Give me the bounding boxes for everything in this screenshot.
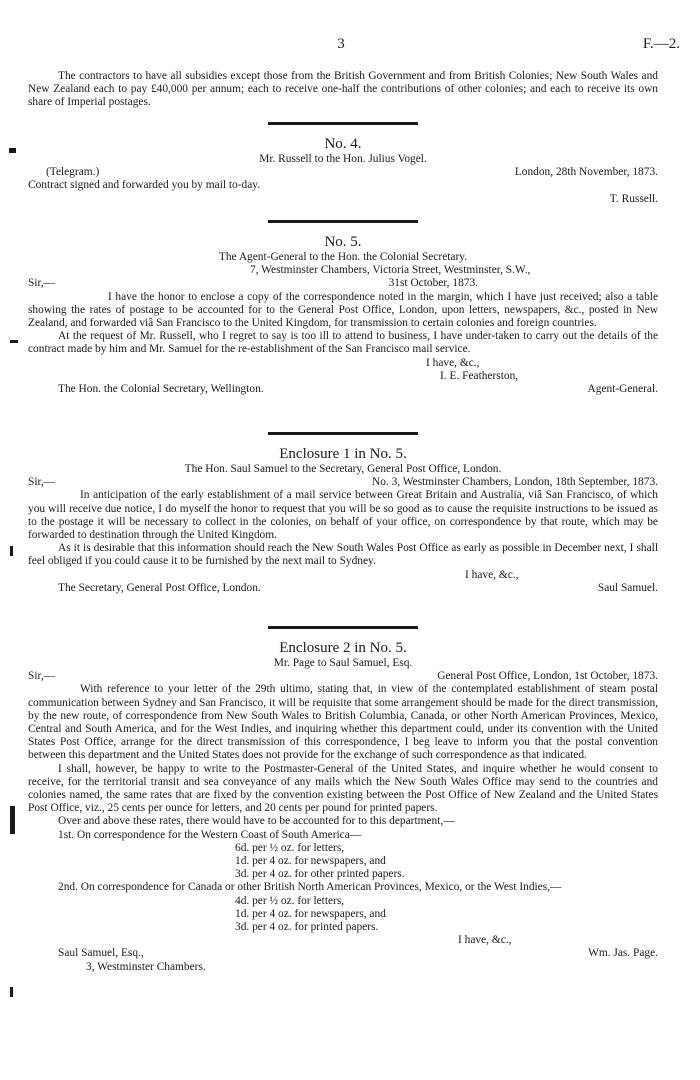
- enc1-heading: Enclosure 1 in No. 5.: [279, 446, 407, 462]
- intro-paragraph: The contractors to have all subsidies except those from the British Government and from British Colonies; New South Wales and New Zealand each to pay £40,000 per annum; each to receive one-half the contributions of other colonies; and each to receive its own share of Imperial postages.: [28, 70, 658, 109]
- rate-line: 4d. per ½ oz. for letters,: [235, 894, 345, 907]
- rate-line: 3d. per 4 oz. for printed papers.: [235, 921, 379, 934]
- rate-line: 1d. per 4 oz. for newspapers, and: [235, 855, 386, 868]
- no5-para1: I have the honor to enclose a copy of the correspondence noted in the margin, which I have just received; also a table showing the rates of postage to be accounted for to the General Post Office, London, upon letters, newspapers, &c., posted in New Zealand, and forwarded viâ San Francisco to the United Kingdom, for transmission to certain colonies and foreign countries.: [28, 290, 658, 330]
- no5-salutation: Sir,—: [28, 277, 56, 290]
- enc2-heading: Enclosure 2 in No. 5.: [279, 640, 407, 656]
- no5-date: 31st October, 1873.: [388, 277, 478, 290]
- enc2-para3: Over and above these rates, there would have to be accounted for to this department,—: [58, 815, 455, 828]
- enclosure-2: [28, 626, 658, 974]
- enc1-subheading: The Hon. Saul Samuel to the Secretary, General Post Office, London.: [184, 463, 502, 475]
- enc1-para1: In anticipation of the early establishment of a mail service between Great Britain and Australia, viâ San Francisco, of which you will receive due notice, I do myself the honor to request that you will be so good as to cause the requisite instructions to be issued as to the postage it will be necessary to collect in the colonies, on behalf of your office, on correspondence by that route, which may be forwarded to destination through the United Kingdom.: [28, 489, 658, 542]
- rate-line: 1d. per 4 oz. for newspapers, and: [235, 907, 386, 920]
- rate-line: 6d. per ½ oz. for letters,: [235, 841, 345, 854]
- enclosure-1: [28, 432, 658, 595]
- margin-mark: [9, 148, 16, 153]
- enc1-signature: Saul Samuel.: [597, 581, 658, 594]
- enc2-para2: I shall, however, be happy to write to the Postmaster-General of the United States, and inquire whether he would consent to receive, for the territorial transit and sea conveyance of any mails which the New South Wales Office may send to the countries and colonies named, the same rates that are fixed by the convention existing between the Post Office of New Zealand and the United States Post Office, viz., 25 cents per ounce for letters, and 20 cents per pound for printed papers.: [28, 762, 658, 815]
- no5-footer-line: [28, 383, 658, 396]
- no5-closing: I have, &c.,: [426, 356, 480, 369]
- no4-heading: No. 4.: [324, 136, 362, 152]
- no5-signature: I. E. Featherston,: [440, 369, 519, 382]
- no4-subheading: Mr. Russell to the Hon. Julius Vogel.: [259, 153, 427, 165]
- intro-section: [28, 70, 658, 110]
- margin-mark: [10, 546, 13, 556]
- enc2-signature: Wm. Jas. Page.: [588, 947, 658, 960]
- margin-mark: [10, 806, 15, 834]
- no5-address: 7, Westminster Chambers, Victoria Street, Westminster, S.W.,: [250, 264, 531, 277]
- no4-place-date: London, 28th November, 1873.: [514, 166, 658, 179]
- no5-salutation-line: [28, 277, 658, 290]
- enc2-salutation: Sir,—: [28, 670, 56, 683]
- enc2-addressee: Saul Samuel, Esq.,: [58, 947, 144, 960]
- enc2-item2-rates: [28, 895, 658, 935]
- enc2-place-date: General Post Office, London, 1st October, 1873.: [437, 670, 658, 683]
- enc2-closing: I have, &c.,: [458, 934, 512, 947]
- enc2-subheading: Mr. Page to Saul Samuel, Esq.: [273, 657, 413, 669]
- enc2-addressee-line2: 3, Westminster Chambers.: [86, 960, 206, 973]
- enc2-footer-line: [28, 947, 658, 960]
- enc2-item1-rates: [28, 842, 658, 882]
- no4-signature: T. Russell.: [609, 192, 658, 205]
- page-number: 3: [337, 36, 345, 52]
- enc2-salutation-line: [28, 670, 658, 683]
- no5-title: Agent-General.: [587, 383, 658, 396]
- no5-heading: No. 5.: [324, 234, 362, 250]
- margin-mark: [10, 987, 13, 997]
- enc2-item1: 1st. On correspondence for the Western Coast of South America—: [58, 828, 362, 841]
- enc2-para1: With reference to your letter of the 29th ultimo, stating that, in view of the contemplated establishment of steam postal communication between Sydney and San Francisco, it will be requisite that some arrangement should be made for the direct transmission, by the new route, of correspondence from New South Wales to British Columbia, Canada, or other North American Provinces, Mexico, Central and South America, and for the West Indies, and inquiring whether this department could, under its convention with the United States Post Office, arrange for the direct transmission of this correspondence, I beg leave to inform you that the postal convention between this department and the United States does not provide for the exchange of such correspondence as that indicated.: [28, 683, 658, 762]
- enc1-salutation: Sir,—: [28, 476, 56, 489]
- enc1-para2: As it is desirable that this information should reach the New South Wales Post Office as early as possible in December next, I shall feel obliged if you could cause it to be furnished by the next mail to Sydney.: [28, 542, 658, 568]
- rate-line: 3d. per 4 oz. for other printed papers.: [235, 868, 405, 881]
- enc1-footer-line: [28, 582, 658, 595]
- enc2-item2: 2nd. On correspondence for Canada or other British North American Provinces, Mexico, or the West Indies,—: [58, 881, 562, 894]
- document-reference: F.—2.: [642, 36, 680, 52]
- letter-no4: [28, 122, 658, 206]
- enc1-salutation-line: [28, 476, 658, 489]
- no5-addressee: The Hon. the Colonial Secretary, Wellington.: [58, 383, 264, 396]
- no5-para2: At the request of Mr. Russell, who I regret to say is too ill to attend to business, I have under-taken to carry out the details of the contract made by him and Mr. Samuel for the re-establishment of the San Francisco mail service.: [28, 330, 658, 356]
- enc1-closing: I have, &c.,: [465, 568, 519, 581]
- letter-no5: [28, 220, 658, 396]
- no4-body: Contract signed and forwarded you by mail to-day.: [28, 179, 261, 192]
- no4-telegram-line: [28, 166, 658, 179]
- no4-telegram-label: (Telegram.): [46, 166, 100, 179]
- margin-mark: [10, 340, 18, 343]
- enc1-addressee: The Secretary, General Post Office, London.: [58, 581, 261, 594]
- enc1-place-date: No. 3, Westminster Chambers, London, 18th September, 1873.: [372, 476, 658, 489]
- no5-subheading: The Agent-General to the Hon. the Colonial Secretary.: [218, 251, 468, 263]
